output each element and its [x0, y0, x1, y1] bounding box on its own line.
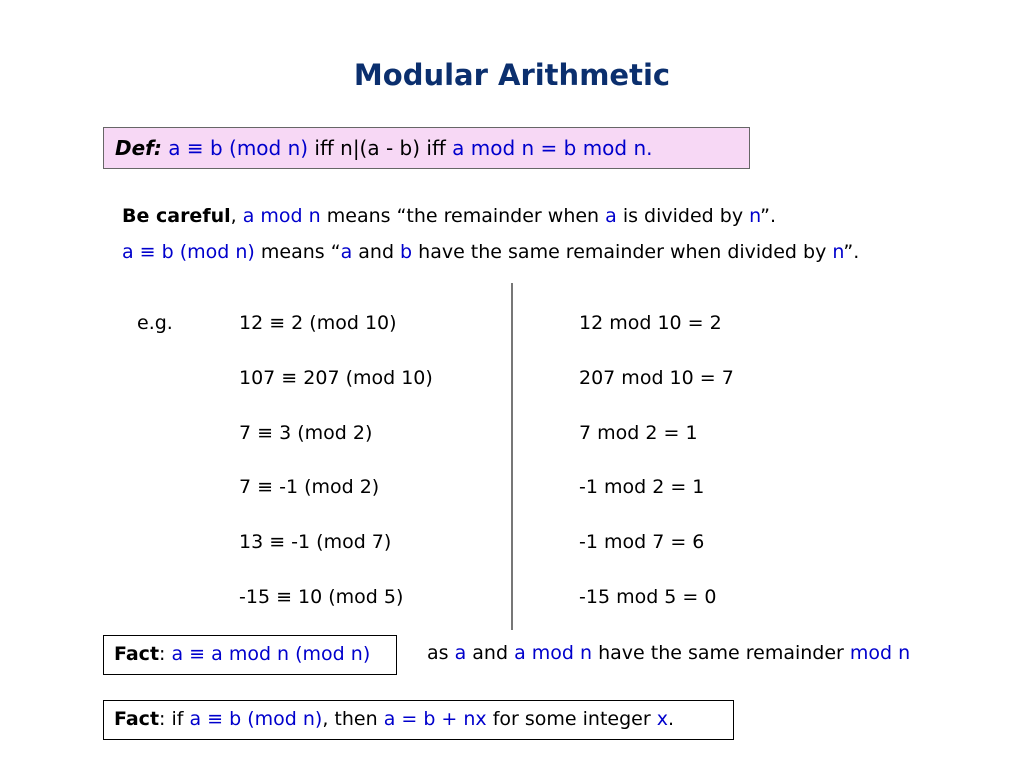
fact1-note — [427, 642, 910, 664]
example-mod-result: -15 mod 5 = 0 — [579, 586, 717, 608]
same-remainder-congruence: a ≡ b (mod n) — [122, 241, 255, 263]
page-title: Modular Arithmetic — [353, 58, 671, 92]
definition-iff-2: iff — [420, 136, 453, 160]
careful-bold: Be careful — [122, 205, 231, 227]
example-mod-result: 7 mod 2 = 1 — [579, 422, 698, 444]
same-remainder-and: and — [352, 241, 401, 263]
careful-n: n — [749, 205, 761, 227]
definition-divides: n|(a - b) — [340, 136, 421, 160]
example-congruence: 12 ≡ 2 (mod 10) — [239, 312, 397, 334]
definition-iff-1: iff — [308, 136, 341, 160]
careful-text2: is divided by — [616, 205, 750, 227]
example-mod-result: -1 mod 7 = 6 — [579, 531, 705, 553]
fact2-equation: a = b + nx — [383, 708, 487, 730]
fact1-colon: : — [159, 643, 172, 665]
careful-line — [122, 205, 776, 227]
example-congruence: 7 ≡ -1 (mod 2) — [239, 476, 380, 498]
example-congruence: -15 ≡ 10 (mod 5) — [239, 586, 404, 608]
example-congruence: 107 ≡ 207 (mod 10) — [239, 367, 433, 389]
same-remainder-text1: means “ — [254, 241, 341, 263]
fact2-text2: , then — [322, 708, 384, 730]
same-remainder-a: a — [340, 241, 353, 263]
example-mod-result: 207 mod 10 = 7 — [579, 367, 734, 389]
example-mod-result: -1 mod 2 = 1 — [579, 476, 705, 498]
fact2-label: Fact — [114, 708, 160, 730]
fact2-text3: for some integer — [486, 708, 657, 730]
same-remainder-text2: have the same remainder when divided by — [412, 241, 833, 263]
careful-end: ”. — [760, 205, 777, 227]
example-congruence: 13 ≡ -1 (mod 7) — [239, 531, 392, 553]
careful-amodn: a mod n — [242, 205, 321, 227]
fact1-note-text: have the same remainder — [592, 642, 850, 664]
fact2-end: . — [667, 708, 675, 730]
example-mod-result: 12 mod 10 = 2 — [579, 312, 722, 334]
example-congruence: 7 ≡ 3 (mod 2) — [239, 422, 373, 444]
definition-congruence: a ≡ b (mod n) — [168, 136, 309, 160]
careful-comma: , — [230, 205, 243, 227]
fact2-congruence: a ≡ b (mod n) — [189, 708, 323, 730]
careful-text1: means “the remainder when — [320, 205, 606, 227]
definition-label: Def: — [115, 136, 162, 160]
same-remainder-n: n — [832, 241, 844, 263]
fact1-note-and: and — [466, 642, 515, 664]
fact1-note-a: a — [454, 642, 467, 664]
fact1-note-as: as — [427, 642, 455, 664]
column-divider — [511, 283, 513, 630]
fact-box-1 — [103, 635, 397, 675]
definition-mod-equality: a mod n = b mod n. — [452, 136, 653, 160]
same-remainder-line — [122, 241, 859, 263]
fact1-formula: a ≡ a mod n (mod n) — [171, 643, 371, 665]
fact2-x: x — [656, 708, 668, 730]
fact1-label: Fact — [114, 643, 160, 665]
same-remainder-end: ”. — [843, 241, 860, 263]
fact2-text1: : if — [159, 708, 190, 730]
fact-box-2 — [103, 700, 734, 740]
definition-box — [103, 127, 750, 169]
fact1-note-modn: mod n — [849, 642, 911, 664]
careful-a: a — [605, 205, 617, 227]
fact1-note-amodn: a mod n — [514, 642, 593, 664]
example-label: e.g. — [137, 312, 173, 334]
same-remainder-b: b — [400, 241, 413, 263]
